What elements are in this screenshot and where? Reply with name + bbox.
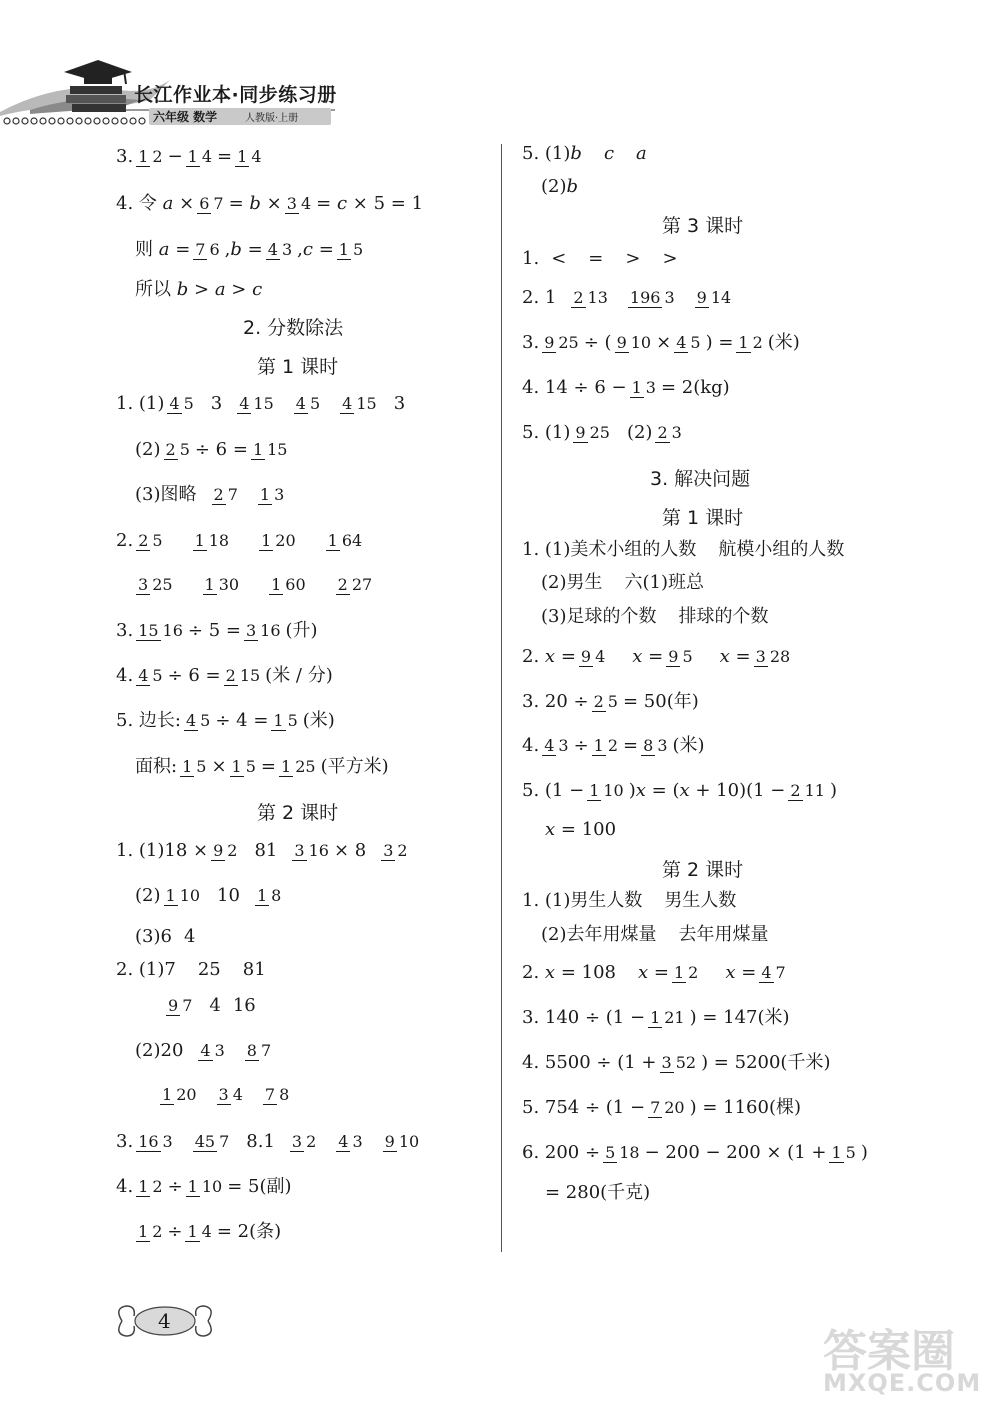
fraction: 1 18	[194, 530, 230, 550]
lesson-heading: 第 2 课时	[662, 859, 744, 881]
fraction: 1 5	[231, 756, 256, 776]
fraction: 2 3	[657, 422, 682, 442]
fraction: 3 16	[294, 840, 329, 860]
answer-line: 4. 4 5 ÷ 6 = 2 15 (米 / 分)	[116, 665, 333, 686]
answer-line: 4. 5500 ÷ (1 + 3 52 ) = 5200(千米)	[522, 1052, 831, 1073]
fraction: 9 2	[213, 840, 238, 860]
fraction: 1 8	[256, 885, 282, 905]
fraction: 1 30	[204, 575, 240, 594]
answer-line: 4. 1 2 ÷ 1 10 = 5(副)	[116, 1176, 292, 1197]
fraction: 3 4	[218, 1085, 243, 1104]
fraction: 4 5	[676, 332, 701, 352]
fraction: 3 4	[286, 193, 312, 213]
answer-line: (2)20 4 3 8 7	[135, 1040, 272, 1061]
fraction: 4 3	[544, 735, 569, 755]
fraction: 196 3	[629, 287, 675, 307]
fraction: 16 3	[138, 1131, 173, 1151]
fraction: 9 10	[616, 332, 652, 352]
answer-line: (2) 2 5 ÷ 6 = 1 15	[135, 439, 288, 460]
answer-line: 5. 754 ÷ (1 − 7 20 ) = 1160(棵)	[522, 1097, 802, 1118]
fraction: 2 5	[593, 691, 618, 711]
answer-line: 2. 1 2 13 196 3 9 14	[522, 287, 732, 308]
grade-subject: 六年级 数学	[153, 110, 218, 124]
fraction: 7 8	[264, 1085, 290, 1104]
answer-line: 3. 15 16 ÷ 5 = 3 16 (升)	[116, 620, 318, 641]
answer-line: 5. 边长: 4 5 ÷ 4 = 1 5 (米)	[116, 710, 335, 731]
answer-line	[157, 1086, 294, 1105]
fraction: 9 10	[384, 1131, 420, 1151]
answer-line: 2. (1)7 25 81	[116, 959, 266, 980]
fraction: 2 5	[138, 530, 163, 550]
fraction: 1 2	[593, 735, 619, 755]
section-heading: 3. 解决问题	[650, 468, 751, 490]
fraction: 4 5	[169, 393, 194, 413]
watermark-url: MXQE.COM	[823, 1369, 982, 1397]
fraction: 1 64	[327, 530, 363, 550]
answer-line: (2) b	[541, 176, 579, 197]
fraction: 8 3	[643, 735, 668, 755]
fraction: 3 52	[661, 1052, 697, 1072]
answer-line: 4. 令 a × 6 7 = b × 3 4 = c × 5 = 1	[116, 193, 424, 214]
answer-line: = 280(千克)	[545, 1182, 651, 1203]
fraction: 3 28	[755, 646, 791, 666]
fraction: 1 4	[187, 1221, 212, 1241]
answer-line: 1 2 ÷ 1 4 = 2(条)	[138, 1221, 282, 1242]
answer-line: 3. 140 ÷ (1 − 1 21 ) = 147(米)	[522, 1007, 790, 1028]
fraction: 4 5	[185, 710, 211, 730]
fraction: 9 25	[575, 422, 610, 442]
fraction: 1 21	[650, 1007, 685, 1027]
answer-line: 则 a = 7 6 , b = 4 3 , c = 1 5	[135, 239, 364, 260]
fraction: 9 7	[168, 995, 193, 1015]
watermark	[815, 1315, 995, 1405]
answer-line: 面积: 1 5 × 1 5 = 1 25 (平方米)	[135, 756, 389, 777]
answer-line: (2) 1 10 10 1 8	[135, 885, 282, 906]
fraction: 1 2	[138, 1176, 163, 1196]
fraction: 7 20	[650, 1097, 685, 1117]
right-column	[505, 0, 1000, 1300]
fraction: 4 3	[338, 1131, 363, 1151]
watermark-logo: 答案圈	[823, 1326, 955, 1377]
page-number: 4	[158, 1309, 171, 1333]
fraction: 3 2	[291, 1131, 317, 1151]
fraction: 4 3	[200, 1040, 225, 1060]
fraction: 1 15	[252, 439, 288, 459]
column-divider	[501, 144, 502, 1252]
fraction: 3 25	[138, 575, 173, 594]
fraction: 2 15	[225, 665, 261, 685]
answer-line: 3. 16 3 45 7 8.1 3 2 4 3 9 10	[116, 1131, 420, 1152]
fraction: 1 25	[281, 756, 316, 776]
lesson-heading: 第 1 课时	[257, 356, 339, 378]
fraction: 5 18	[605, 1142, 640, 1162]
fraction: 6 7	[199, 193, 224, 213]
fraction: 1 20	[261, 530, 296, 550]
fraction: 1 2	[138, 146, 163, 166]
page-number-badge	[110, 1300, 220, 1342]
fraction: 9 4	[580, 646, 606, 666]
fraction: 9 14	[696, 287, 732, 307]
answer-line: 3. 9 25 ÷ ( 9 10 × 4 5 ) = 1 2 (米)	[522, 332, 800, 353]
answer-line: 6. 200 ÷ 5 18 − 200 − 200 × (1 + 1 5 )	[522, 1142, 868, 1163]
fraction: 45 7	[194, 1131, 230, 1151]
answer-line: 5. (1) 9 25 (2) 2 3	[522, 422, 682, 443]
answer-line: 1. (1)男生人数 男生人数	[522, 890, 737, 911]
answer-line: 9 7 4 16	[168, 995, 256, 1016]
answer-line: 1. (1)18 × 9 2 81 3 16 × 8 3 2	[116, 840, 408, 861]
fraction: 2 11	[790, 780, 825, 800]
answer-line: 2. x = 9 4 x = 9 5 x = 3 28	[522, 646, 791, 667]
answer-line: (3)6 4	[135, 926, 196, 947]
fraction: 4 15	[342, 393, 377, 413]
answer-line: 1. (1) 4 5 3 4 15 4 5 4 15 3	[116, 393, 406, 414]
fraction: 1 5	[273, 710, 298, 730]
answer-line: 2. x = 108 x = 1 2 x = 4 7	[522, 962, 786, 983]
book-title: 长江作业本·同步练习册	[134, 84, 337, 106]
answer-line: 2. 2 5 1 18 1 20 1 64	[116, 530, 363, 551]
fraction: 4 5	[295, 393, 321, 413]
fraction: 1 5	[831, 1142, 856, 1162]
fraction: 2 5	[165, 439, 190, 459]
fraction: 4 3	[267, 239, 293, 259]
fraction: 4 7	[761, 962, 786, 982]
fraction: 4 5	[138, 665, 163, 685]
fraction: 1 3	[259, 484, 285, 504]
fraction: 1 2	[138, 1221, 163, 1241]
fraction: 1 5	[338, 239, 364, 259]
fraction: 1 10	[187, 1176, 223, 1196]
lesson-heading: 第 1 课时	[662, 507, 744, 529]
answer-line: 5. (1) b c a	[522, 143, 647, 164]
answer-line: (2)去年用煤量 去年用煤量	[541, 924, 769, 945]
answer-line: 3. 20 ÷ 2 5 = 50(年)	[522, 691, 699, 712]
fraction: 9 5	[668, 646, 693, 666]
fraction: 8 7	[246, 1040, 272, 1060]
fraction: 9 25	[544, 332, 579, 352]
fraction: 1 5	[182, 756, 207, 776]
edition-label: 人教版·上册	[245, 113, 299, 124]
fraction: 2 7	[213, 484, 238, 504]
fraction: 1 20	[162, 1085, 197, 1104]
fraction: 1 10	[589, 780, 624, 800]
answer-line: (2)男生 六(1)班总	[541, 572, 704, 593]
answer-line: (3)图略 2 7 1 3	[135, 484, 285, 505]
answer-line: 所以 b > a > c	[135, 279, 263, 300]
lesson-heading: 第 3 课时	[662, 215, 744, 237]
fraction: 2 27	[337, 575, 373, 594]
fraction: 2 13	[573, 287, 608, 307]
fraction: 4 15	[239, 393, 274, 413]
answer-line: 3. 1 2 − 1 4 = 1 4	[116, 146, 262, 167]
fraction: 3 16	[245, 620, 281, 640]
fraction: 1 2	[673, 962, 699, 982]
answer-line: 1. (1)美术小组的人数 航模小组的人数	[522, 539, 845, 560]
answer-line: 4. 4 3 ÷ 1 2 = 8 3 (米)	[522, 735, 705, 756]
fraction: 1 3	[631, 377, 656, 397]
fraction: 7 6	[195, 239, 220, 259]
section-heading: 2. 分数除法	[243, 317, 344, 339]
lesson-heading: 第 2 课时	[257, 802, 339, 824]
answer-line: 4. 14 ÷ 6 − 1 3 = 2(kg)	[522, 377, 730, 398]
answer-line: x = 100	[545, 819, 617, 840]
fraction: 1 60	[271, 575, 306, 594]
answer-line: 1. < = > >	[522, 248, 678, 269]
fraction: 3 2	[383, 840, 408, 860]
answer-line: 5. (1 − 1 10 ) x = ( x + 10)(1 − 2 11 )	[522, 780, 837, 801]
answer-line	[133, 576, 377, 595]
left-column	[0, 0, 500, 1300]
fraction: 1 10	[165, 885, 201, 905]
fraction: 1 2	[738, 332, 763, 352]
fraction: 1 4	[187, 146, 213, 166]
answer-line: (3)足球的个数 排球的个数	[541, 606, 769, 627]
fraction: 15 16	[138, 620, 183, 640]
fraction: 1 4	[237, 146, 262, 166]
